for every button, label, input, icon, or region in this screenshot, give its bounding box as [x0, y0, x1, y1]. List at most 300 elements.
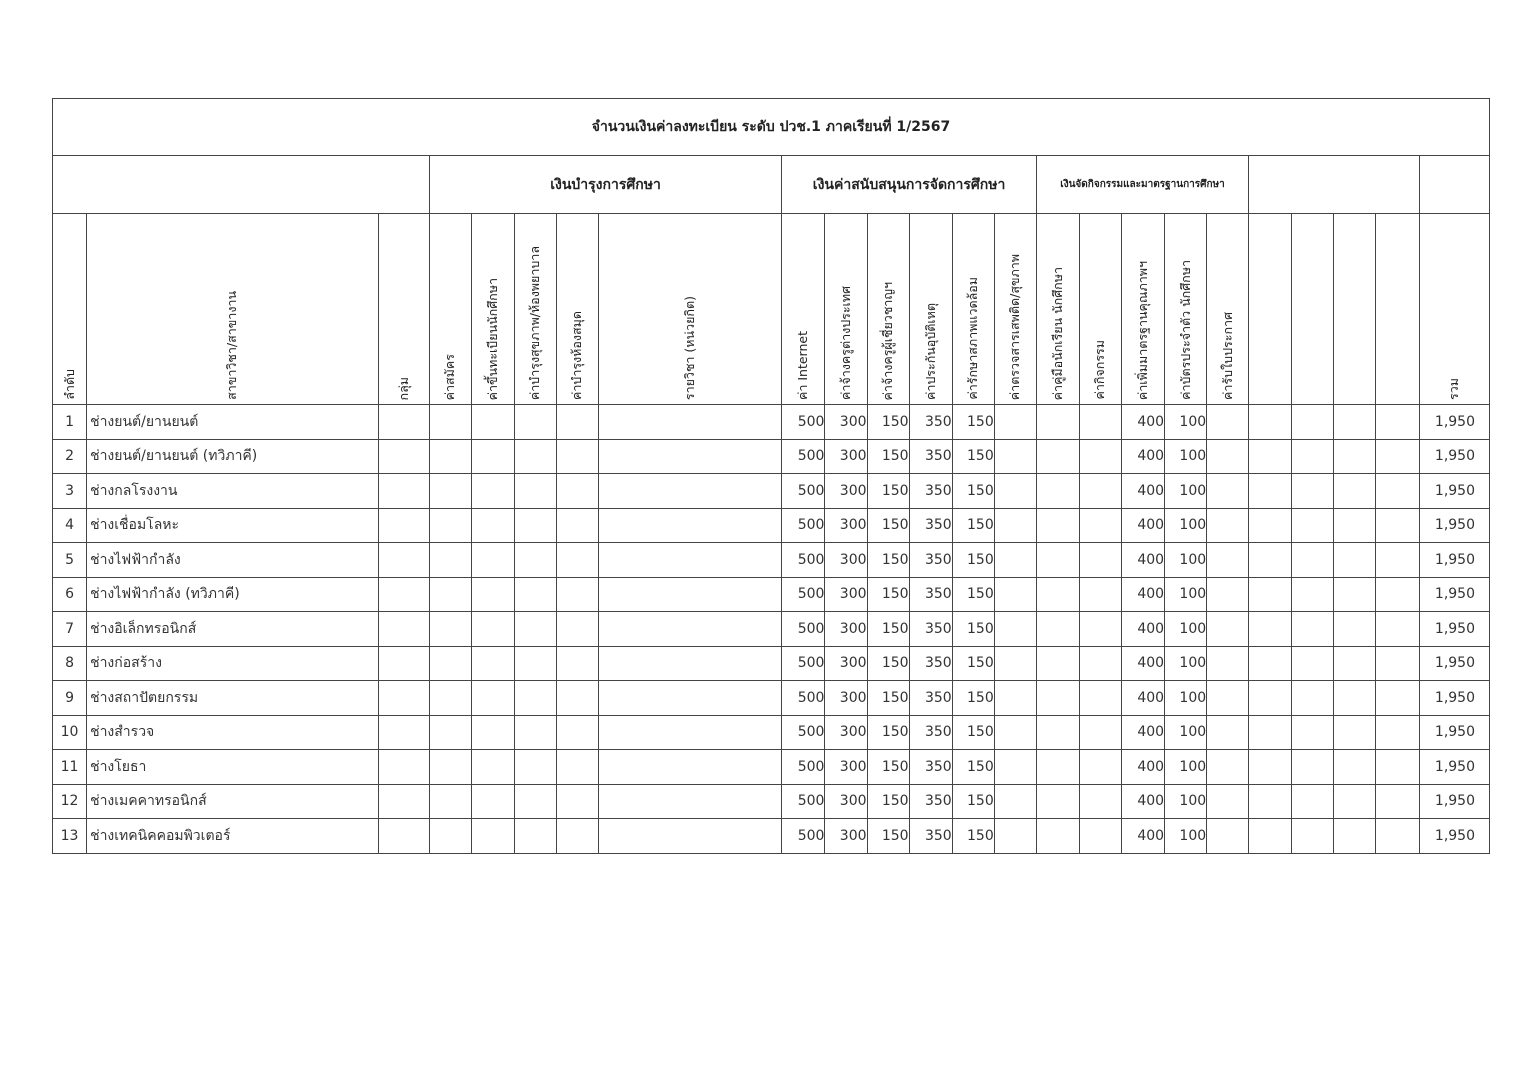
- empty-cell: [471, 474, 514, 509]
- empty-cell: [1334, 543, 1376, 578]
- fee-env: 150: [952, 646, 994, 681]
- fee-idcard: 100: [1165, 646, 1207, 681]
- fee-insurance: 350: [909, 474, 952, 509]
- empty-cell: [1079, 646, 1121, 681]
- row-total: 1,950: [1419, 646, 1489, 681]
- fee-standard: 400: [1121, 646, 1164, 681]
- fee-foreign: 300: [825, 612, 867, 647]
- fee-internet: 500: [782, 819, 825, 854]
- table-row: [53, 715, 1490, 750]
- header-c7-label: ค่าจ้างครูต่างประเทศ: [837, 286, 853, 400]
- empty-cell: [471, 543, 514, 578]
- empty-cell: [599, 715, 782, 750]
- fee-foreign: 300: [825, 405, 867, 440]
- fee-insurance: 350: [909, 439, 952, 474]
- fee-idcard: 100: [1165, 784, 1207, 819]
- empty-cell: [514, 715, 556, 750]
- empty-cell: [514, 439, 556, 474]
- empty-cell: [471, 784, 514, 819]
- fee-internet: 500: [782, 577, 825, 612]
- header-c1-label: ค่าสมัคร: [441, 353, 457, 400]
- empty-cell: [1036, 577, 1079, 612]
- empty-cell: [1334, 715, 1376, 750]
- program-name: ช่างยนต์/ยานยนต์: [87, 405, 379, 440]
- empty-cell: [1249, 646, 1292, 681]
- fee-internet: 500: [782, 405, 825, 440]
- empty-cell: [1334, 646, 1376, 681]
- fee-internet: 500: [782, 543, 825, 578]
- empty-cell: [514, 646, 556, 681]
- empty-cell: [1207, 646, 1249, 681]
- empty-cell: [1292, 784, 1334, 819]
- fee-env: 150: [952, 750, 994, 785]
- row-number: 9: [53, 681, 87, 716]
- empty-cell: [1249, 819, 1292, 854]
- fee-expert: 150: [867, 474, 909, 509]
- fee-standard: 400: [1121, 439, 1164, 474]
- empty-cell: [994, 508, 1036, 543]
- fee-insurance: 350: [909, 508, 952, 543]
- header-total: [1419, 214, 1489, 405]
- empty-cell: [1079, 715, 1121, 750]
- empty-cell: [514, 784, 556, 819]
- fee-foreign: 300: [825, 474, 867, 509]
- group-cell: [378, 750, 429, 785]
- row-total: 1,950: [1419, 715, 1489, 750]
- fee-expert: 150: [867, 784, 909, 819]
- header-c10: [952, 214, 994, 405]
- fee-insurance: 350: [909, 681, 952, 716]
- empty-cell: [994, 784, 1036, 819]
- fee-idcard: 100: [1165, 715, 1207, 750]
- fee-foreign: 300: [825, 646, 867, 681]
- row-total: 1,950: [1419, 508, 1489, 543]
- empty-cell: [429, 819, 471, 854]
- empty-cell: [471, 819, 514, 854]
- empty-cell: [994, 715, 1036, 750]
- blank-group-cell: [1249, 156, 1419, 214]
- empty-cell: [556, 405, 598, 440]
- empty-cell: [471, 646, 514, 681]
- fee-expert: 150: [867, 543, 909, 578]
- empty-cell: [556, 681, 598, 716]
- empty-cell: [1292, 474, 1334, 509]
- empty-cell: [1207, 439, 1249, 474]
- empty-cell: [514, 543, 556, 578]
- fee-idcard: 100: [1165, 543, 1207, 578]
- empty-cell: [1292, 543, 1334, 578]
- empty-cell: [471, 439, 514, 474]
- header-c1: [429, 214, 471, 405]
- fee-env: 150: [952, 439, 994, 474]
- fee-env: 150: [952, 819, 994, 854]
- table-row: [53, 750, 1490, 785]
- table-row: [53, 508, 1490, 543]
- fee-foreign: 300: [825, 543, 867, 578]
- empty-cell: [1036, 784, 1079, 819]
- empty-cell: [429, 646, 471, 681]
- empty-cell: [1249, 543, 1292, 578]
- empty-cell: [1249, 439, 1292, 474]
- header-c16-label: ค่ารับใบประกาศ: [1219, 312, 1235, 400]
- empty-cell: [1292, 405, 1334, 440]
- empty-cell: [1207, 681, 1249, 716]
- empty-cell: [1207, 543, 1249, 578]
- group-cell: [378, 474, 429, 509]
- fee-internet: 500: [782, 681, 825, 716]
- empty-cell: [1079, 474, 1121, 509]
- empty-cell: [429, 715, 471, 750]
- empty-cell: [429, 543, 471, 578]
- fee-internet: 500: [782, 508, 825, 543]
- empty-cell: [599, 784, 782, 819]
- empty-cell: [1292, 577, 1334, 612]
- empty-cell: [1334, 784, 1376, 819]
- header-program: [87, 214, 379, 405]
- empty-cell: [1376, 646, 1419, 681]
- fee-env: 150: [952, 508, 994, 543]
- group-cell: [378, 439, 429, 474]
- empty-cell: [1207, 508, 1249, 543]
- empty-cell: [429, 612, 471, 647]
- blank-group-cell: [1419, 156, 1489, 214]
- blank-group-cell: [53, 156, 430, 214]
- header-blank: [1334, 214, 1376, 405]
- fee-internet: 500: [782, 646, 825, 681]
- fee-insurance: 350: [909, 405, 952, 440]
- empty-cell: [1036, 715, 1079, 750]
- header-c16: [1207, 214, 1249, 405]
- fee-idcard: 100: [1165, 474, 1207, 509]
- row-number: 3: [53, 474, 87, 509]
- header-c8: [867, 214, 909, 405]
- header-c4: [556, 214, 598, 405]
- fee-foreign: 300: [825, 508, 867, 543]
- fee-foreign: 300: [825, 681, 867, 716]
- header-c2: [471, 214, 514, 405]
- empty-cell: [1207, 405, 1249, 440]
- fee-internet: 500: [782, 715, 825, 750]
- empty-cell: [1207, 715, 1249, 750]
- empty-cell: [1334, 405, 1376, 440]
- fee-idcard: 100: [1165, 612, 1207, 647]
- empty-cell: [1292, 750, 1334, 785]
- fee-idcard: 100: [1165, 750, 1207, 785]
- empty-cell: [1249, 577, 1292, 612]
- empty-cell: [556, 439, 598, 474]
- header-c13-label: ค่ากิจกรรม: [1092, 340, 1108, 400]
- empty-cell: [1207, 819, 1249, 854]
- fee-insurance: 350: [909, 612, 952, 647]
- fee-expert: 150: [867, 681, 909, 716]
- empty-cell: [599, 439, 782, 474]
- empty-cell: [1036, 543, 1079, 578]
- fee-insurance: 350: [909, 750, 952, 785]
- table-row: [53, 646, 1490, 681]
- empty-cell: [599, 474, 782, 509]
- header-group-label: กลุ่ม: [395, 376, 411, 400]
- row-number: 6: [53, 577, 87, 612]
- header-program-label: สาขาวิชา/สาขางาน: [224, 291, 240, 400]
- empty-cell: [1376, 819, 1419, 854]
- empty-cell: [1292, 612, 1334, 647]
- empty-cell: [429, 750, 471, 785]
- empty-cell: [1079, 819, 1121, 854]
- empty-cell: [1376, 784, 1419, 819]
- group-cell: [378, 543, 429, 578]
- registration-fee-table: [52, 98, 1490, 854]
- empty-cell: [1079, 681, 1121, 716]
- header-c5-label: รายวิชา (หน่วยกิต): [681, 295, 697, 400]
- row-total: 1,950: [1419, 543, 1489, 578]
- empty-cell: [1376, 577, 1419, 612]
- empty-cell: [599, 750, 782, 785]
- empty-cell: [1249, 474, 1292, 509]
- header-group: [378, 214, 429, 405]
- fee-insurance: 350: [909, 819, 952, 854]
- fee-env: 150: [952, 405, 994, 440]
- empty-cell: [556, 819, 598, 854]
- fee-expert: 150: [867, 439, 909, 474]
- empty-cell: [1292, 819, 1334, 854]
- empty-cell: [556, 784, 598, 819]
- empty-cell: [429, 508, 471, 543]
- empty-cell: [514, 577, 556, 612]
- empty-cell: [1207, 474, 1249, 509]
- empty-cell: [599, 508, 782, 543]
- row-number: 1: [53, 405, 87, 440]
- header-c10-label: ค่ารักษาสภาพแวดล้อม: [964, 277, 980, 400]
- program-name: ช่างอิเล็กทรอนิกส์: [87, 612, 379, 647]
- header-c3: [514, 214, 556, 405]
- table-row: [53, 577, 1490, 612]
- empty-cell: [1249, 681, 1292, 716]
- header-c12-label: ค่าคู่มือนักเรียน นักศึกษา: [1049, 266, 1065, 400]
- empty-cell: [1334, 681, 1376, 716]
- empty-cell: [429, 784, 471, 819]
- row-total: 1,950: [1419, 474, 1489, 509]
- header-c15-label: ค่าบัตรประจำตัว นักศึกษา: [1177, 260, 1193, 400]
- group-cell: [378, 612, 429, 647]
- fee-env: 150: [952, 577, 994, 612]
- fee-expert: 150: [867, 715, 909, 750]
- program-name: ช่างสำรวจ: [87, 715, 379, 750]
- empty-cell: [1036, 612, 1079, 647]
- empty-cell: [556, 750, 598, 785]
- fee-standard: 400: [1121, 784, 1164, 819]
- empty-cell: [1207, 784, 1249, 819]
- empty-cell: [599, 646, 782, 681]
- row-number: 5: [53, 543, 87, 578]
- empty-cell: [1079, 750, 1121, 785]
- fee-env: 150: [952, 543, 994, 578]
- table-row: [53, 405, 1490, 440]
- program-name: ช่างโยธา: [87, 750, 379, 785]
- table-row: [53, 474, 1490, 509]
- header-c11: [994, 214, 1036, 405]
- empty-cell: [514, 405, 556, 440]
- empty-cell: [1376, 681, 1419, 716]
- empty-cell: [1036, 439, 1079, 474]
- fee-standard: 400: [1121, 508, 1164, 543]
- fee-foreign: 300: [825, 439, 867, 474]
- group-support: เงินค่าสนับสนุนการจัดการศึกษา: [782, 156, 1036, 214]
- fee-internet: 500: [782, 612, 825, 647]
- header-c9: [909, 214, 952, 405]
- fee-standard: 400: [1121, 474, 1164, 509]
- empty-cell: [1376, 439, 1419, 474]
- empty-cell: [1334, 577, 1376, 612]
- empty-cell: [599, 612, 782, 647]
- table-row: [53, 784, 1490, 819]
- program-name: ช่างสถาปัตยกรรม: [87, 681, 379, 716]
- header-c2-label: ค่าขึ้นทะเบียนนักศึกษา: [484, 277, 500, 400]
- empty-cell: [471, 750, 514, 785]
- empty-cell: [1334, 439, 1376, 474]
- empty-cell: [556, 646, 598, 681]
- empty-cell: [429, 439, 471, 474]
- fee-expert: 150: [867, 612, 909, 647]
- fee-expert: 150: [867, 508, 909, 543]
- header-c6: [782, 214, 825, 405]
- fee-expert: 150: [867, 405, 909, 440]
- fee-expert: 150: [867, 577, 909, 612]
- empty-cell: [994, 819, 1036, 854]
- empty-cell: [1292, 646, 1334, 681]
- header-total-label: รวม: [1446, 378, 1462, 400]
- fee-idcard: 100: [1165, 405, 1207, 440]
- fee-insurance: 350: [909, 784, 952, 819]
- fee-env: 150: [952, 474, 994, 509]
- empty-cell: [471, 681, 514, 716]
- group-maintenance: เงินบำรุงการศึกษา: [429, 156, 782, 214]
- fee-idcard: 100: [1165, 577, 1207, 612]
- empty-cell: [994, 577, 1036, 612]
- fee-idcard: 100: [1165, 508, 1207, 543]
- fee-standard: 400: [1121, 577, 1164, 612]
- row-total: 1,950: [1419, 750, 1489, 785]
- empty-cell: [471, 612, 514, 647]
- row-total: 1,950: [1419, 784, 1489, 819]
- empty-cell: [1376, 750, 1419, 785]
- program-name: ช่างยนต์/ยานยนต์ (ทวิภาคี): [87, 439, 379, 474]
- empty-cell: [1207, 577, 1249, 612]
- empty-cell: [1334, 750, 1376, 785]
- group-cell: [378, 508, 429, 543]
- group-cell: [378, 577, 429, 612]
- row-number: 10: [53, 715, 87, 750]
- header-c13: [1079, 214, 1121, 405]
- empty-cell: [599, 577, 782, 612]
- group-activities: เงินจัดกิจกรรมและมาตรฐานการศึกษา: [1036, 156, 1248, 214]
- header-c9-label: ค่าประกันอุบัติเหตุ: [922, 302, 938, 400]
- fee-foreign: 300: [825, 577, 867, 612]
- empty-cell: [556, 508, 598, 543]
- empty-cell: [1376, 508, 1419, 543]
- fee-foreign: 300: [825, 819, 867, 854]
- fee-internet: 500: [782, 474, 825, 509]
- fee-standard: 400: [1121, 750, 1164, 785]
- empty-cell: [514, 681, 556, 716]
- fee-standard: 400: [1121, 681, 1164, 716]
- empty-cell: [471, 715, 514, 750]
- empty-cell: [1376, 474, 1419, 509]
- empty-cell: [514, 474, 556, 509]
- row-number: 12: [53, 784, 87, 819]
- empty-cell: [1376, 543, 1419, 578]
- fee-standard: 400: [1121, 715, 1164, 750]
- header-c3-label: ค่าบำรุงสุขภาพ/ห้องพยาบาล: [527, 245, 543, 400]
- empty-cell: [994, 681, 1036, 716]
- empty-cell: [1079, 577, 1121, 612]
- header-c6-label: ค่า Internet: [795, 331, 811, 400]
- row-number: 8: [53, 646, 87, 681]
- group-cell: [378, 784, 429, 819]
- fee-standard: 400: [1121, 543, 1164, 578]
- group-cell: [378, 681, 429, 716]
- fee-internet: 500: [782, 784, 825, 819]
- program-name: ช่างเชื่อมโลหะ: [87, 508, 379, 543]
- empty-cell: [1292, 439, 1334, 474]
- header-no-label: ลำดับ: [61, 369, 77, 400]
- empty-cell: [514, 612, 556, 647]
- empty-cell: [599, 543, 782, 578]
- fee-env: 150: [952, 784, 994, 819]
- empty-cell: [994, 646, 1036, 681]
- empty-cell: [994, 439, 1036, 474]
- table-row: [53, 439, 1490, 474]
- empty-cell: [556, 577, 598, 612]
- table-row: [53, 543, 1490, 578]
- table-body: [53, 405, 1490, 854]
- empty-cell: [599, 405, 782, 440]
- empty-cell: [994, 543, 1036, 578]
- program-name: ช่างไฟฟ้ากำลัง (ทวิภาคี): [87, 577, 379, 612]
- program-name: ช่างไฟฟ้ากำลัง: [87, 543, 379, 578]
- row-total: 1,950: [1419, 405, 1489, 440]
- empty-cell: [1376, 715, 1419, 750]
- empty-cell: [556, 474, 598, 509]
- row-number: 11: [53, 750, 87, 785]
- empty-cell: [514, 750, 556, 785]
- empty-cell: [1079, 543, 1121, 578]
- empty-cell: [556, 715, 598, 750]
- empty-cell: [1079, 439, 1121, 474]
- fee-env: 150: [952, 612, 994, 647]
- fee-standard: 400: [1121, 612, 1164, 647]
- fee-expert: 150: [867, 646, 909, 681]
- fee-idcard: 100: [1165, 681, 1207, 716]
- row-total: 1,950: [1419, 819, 1489, 854]
- row-number: 13: [53, 819, 87, 854]
- fee-expert: 150: [867, 750, 909, 785]
- empty-cell: [1249, 715, 1292, 750]
- header-c12: [1036, 214, 1079, 405]
- row-total: 1,950: [1419, 577, 1489, 612]
- empty-cell: [1036, 681, 1079, 716]
- empty-cell: [1036, 508, 1079, 543]
- empty-cell: [429, 405, 471, 440]
- empty-cell: [994, 612, 1036, 647]
- fee-foreign: 300: [825, 750, 867, 785]
- empty-cell: [1036, 474, 1079, 509]
- empty-cell: [1079, 405, 1121, 440]
- empty-cell: [994, 405, 1036, 440]
- program-name: ช่างเมคคาทรอนิกส์: [87, 784, 379, 819]
- fee-foreign: 300: [825, 784, 867, 819]
- program-name: ช่างก่อสร้าง: [87, 646, 379, 681]
- group-cell: [378, 646, 429, 681]
